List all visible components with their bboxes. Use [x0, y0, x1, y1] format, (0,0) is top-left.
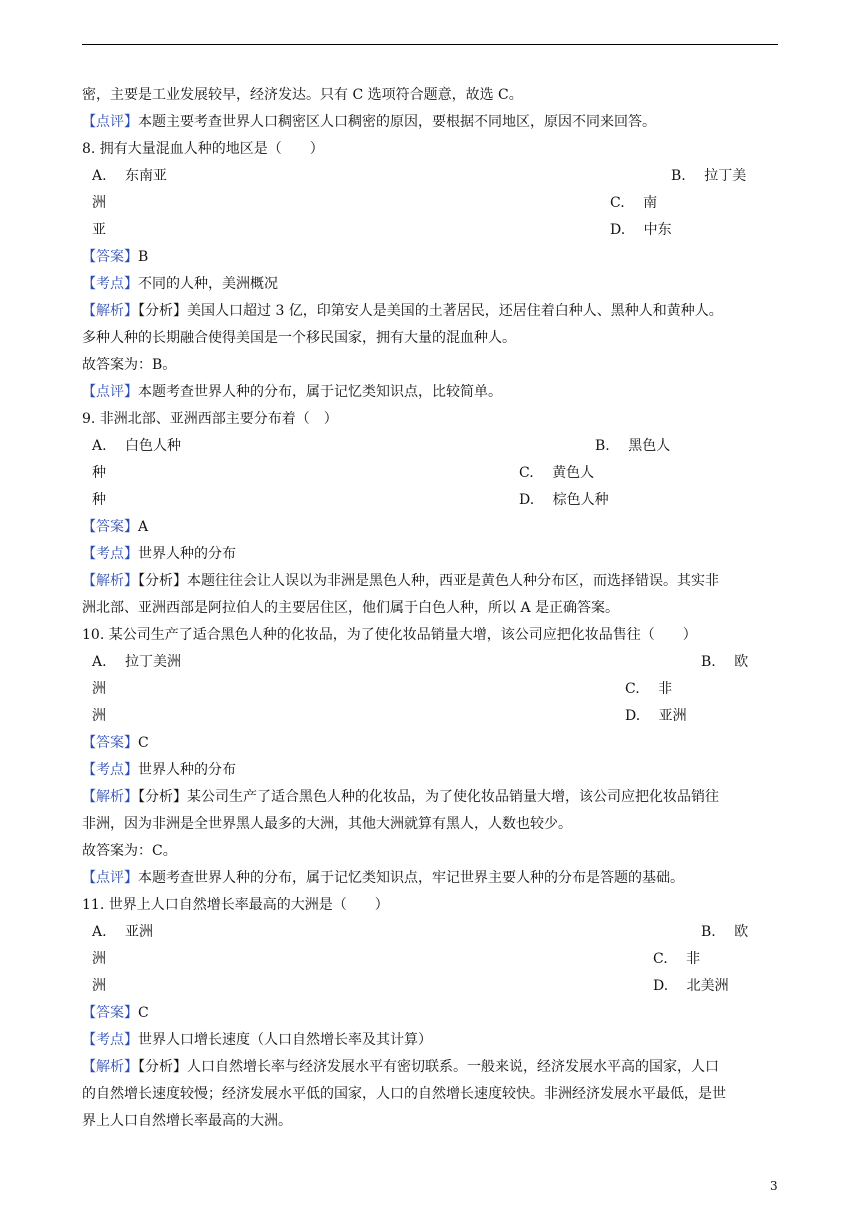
review-text: 本题考查世界人种的分布，属于记忆类知识点，牢记世界主要人种的分布是答题的基础。 [138, 870, 684, 886]
topic-text: 世界人种的分布 [138, 546, 236, 562]
q9-option-b-cont: 种 [92, 465, 106, 481]
q11-topic [82, 1030, 432, 1050]
q10-conclusion: 故答案为：C。 [82, 843, 177, 859]
question-9-stem: 9. 非洲北部、亚洲西部主要分布着（ ） [82, 411, 338, 427]
q8-option-c: C. 南 [610, 195, 658, 211]
q11-option-d: D. 北美洲 [653, 978, 729, 994]
q8-option-a: A. 东南亚 [92, 168, 168, 184]
q10-analysis-cont: 非洲，因为非洲是全世界黑人最多的大洲，其他大洲就算有黑人，人数也较少。 [82, 816, 572, 832]
q10-option-c: C. 非 [625, 681, 673, 697]
q8-analysis [82, 301, 723, 321]
q8-option-b-cont: 洲 [92, 195, 106, 211]
q10-topic [82, 760, 236, 780]
answer-tag: 【答案】 [82, 249, 138, 265]
q8-analysis-cont: 多种人种的长期融合使得美国是一个移民国家，拥有大量的混血种人。 [82, 330, 516, 346]
q10-answer [82, 733, 149, 753]
topic-tag: 【考点】 [82, 762, 138, 778]
q10-option-b: B. 欧 [701, 654, 749, 670]
answer-tag: 【答案】 [82, 735, 138, 751]
topic-tag: 【考点】 [82, 1032, 138, 1048]
q11-option-c: C. 非 [653, 951, 701, 967]
review-tag: 【点评】 [82, 114, 138, 130]
q11-answer [82, 1003, 149, 1023]
intro-review [82, 112, 656, 132]
header-rule [82, 44, 778, 45]
analysis-tag: 【解析】 [82, 789, 138, 805]
analysis-text: 【分析】美国人口超过 3 亿，印第安人是美国的土著居民，还居住着白种人、黑种人和黄种人。 [138, 303, 723, 319]
answer-value: B [138, 249, 149, 265]
q10-option-d: D. 亚洲 [625, 708, 687, 724]
topic-tag: 【考点】 [82, 546, 138, 562]
q9-option-c: C. 黄色人 [519, 465, 595, 481]
question-10-stem: 10. 某公司生产了适合黑色人种的化妆品，为了使化妆品销量大增，该公司应把化妆品售往（ ） [82, 627, 697, 643]
q11-analysis-cont: 的自然增长速度较慢；经济发展水平低的国家，人口的自然增长速度较快。非洲经济发展水平最低，是世 [82, 1086, 726, 1102]
topic-text: 世界人口增长速度（人口自然增长率及其计算） [138, 1032, 432, 1048]
topic-text: 不同的人种，美洲概况 [138, 276, 278, 292]
q8-answer [82, 247, 148, 267]
analysis-tag: 【解析】 [82, 303, 138, 319]
q9-option-d: D. 棕色人种 [519, 492, 609, 508]
q10-option-a: A. 拉丁美洲 [92, 654, 182, 670]
review-text: 本题考查世界人种的分布，属于记忆类知识点，比较简单。 [138, 384, 502, 400]
answer-value: A [138, 519, 149, 535]
q9-analysis-cont: 洲北部、亚洲西部是阿拉伯人的主要居住区，他们属于白色人种，所以 A 是正确答案。 [82, 600, 620, 616]
q11-option-b: B. 欧 [701, 924, 749, 940]
answer-value: C [138, 1005, 149, 1021]
q8-topic [82, 274, 278, 294]
q10-option-b-cont: 洲 [92, 681, 106, 697]
q10-analysis [82, 787, 719, 807]
q10-review [82, 868, 684, 888]
q9-answer [82, 517, 148, 537]
answer-value: C [138, 735, 149, 751]
answer-tag: 【答案】 [82, 519, 138, 535]
review-tag: 【点评】 [82, 870, 138, 886]
analysis-text: 【分析】某公司生产了适合黑色人种的化妆品，为了使化妆品销量大增，该公司应把化妆品销往 [138, 789, 719, 805]
analysis-text: 【分析】人口自然增长率与经济发展水平有密切联系。一般来说，经济发展水平高的国家，人口 [138, 1059, 719, 1075]
q10-option-c-cont: 洲 [92, 708, 106, 724]
q11-option-a: A. 亚洲 [92, 924, 154, 940]
q9-option-c-cont: 种 [92, 492, 106, 508]
question-11-stem: 11. 世界上人口自然增长率最高的大洲是（ ） [82, 897, 389, 913]
q11-option-b-cont: 洲 [92, 951, 106, 967]
q11-analysis-cont-2: 界上人口自然增长率最高的大洲。 [82, 1113, 292, 1129]
q8-review [82, 382, 502, 402]
topic-tag: 【考点】 [82, 276, 138, 292]
q9-analysis [82, 571, 719, 591]
question-8-stem: 8. 拥有大量混血人种的地区是（ ） [82, 141, 324, 157]
page-number: 3 [770, 1179, 778, 1193]
q11-analysis [82, 1057, 719, 1077]
intro-line: 密，主要是工业发展较早，经济发达。只有 C 选项符合题意，故选 C。 [82, 87, 523, 103]
q9-option-b: B. 黑色人 [595, 438, 671, 454]
analysis-tag: 【解析】 [82, 1059, 138, 1075]
answer-tag: 【答案】 [82, 1005, 138, 1021]
q9-option-a: A. 白色人种 [92, 438, 182, 454]
q11-option-c-cont: 洲 [92, 978, 106, 994]
review-text: 本题主要考查世界人口稠密区人口稠密的原因，要根据不同地区，原因不同来回答。 [138, 114, 656, 130]
q8-conclusion: 故答案为：B。 [82, 357, 177, 373]
q9-topic [82, 544, 236, 564]
analysis-text: 【分析】本题往往会让人误以为非洲是黑色人种，西亚是黄色人种分布区，而选择错误。其实非 [138, 573, 719, 589]
q8-option-b: B. 拉丁美 [671, 168, 747, 184]
analysis-tag: 【解析】 [82, 573, 138, 589]
review-tag: 【点评】 [82, 384, 138, 400]
q8-option-c-cont: 亚 [92, 222, 106, 238]
topic-text: 世界人种的分布 [138, 762, 236, 778]
q8-option-d: D. 中东 [610, 222, 672, 238]
